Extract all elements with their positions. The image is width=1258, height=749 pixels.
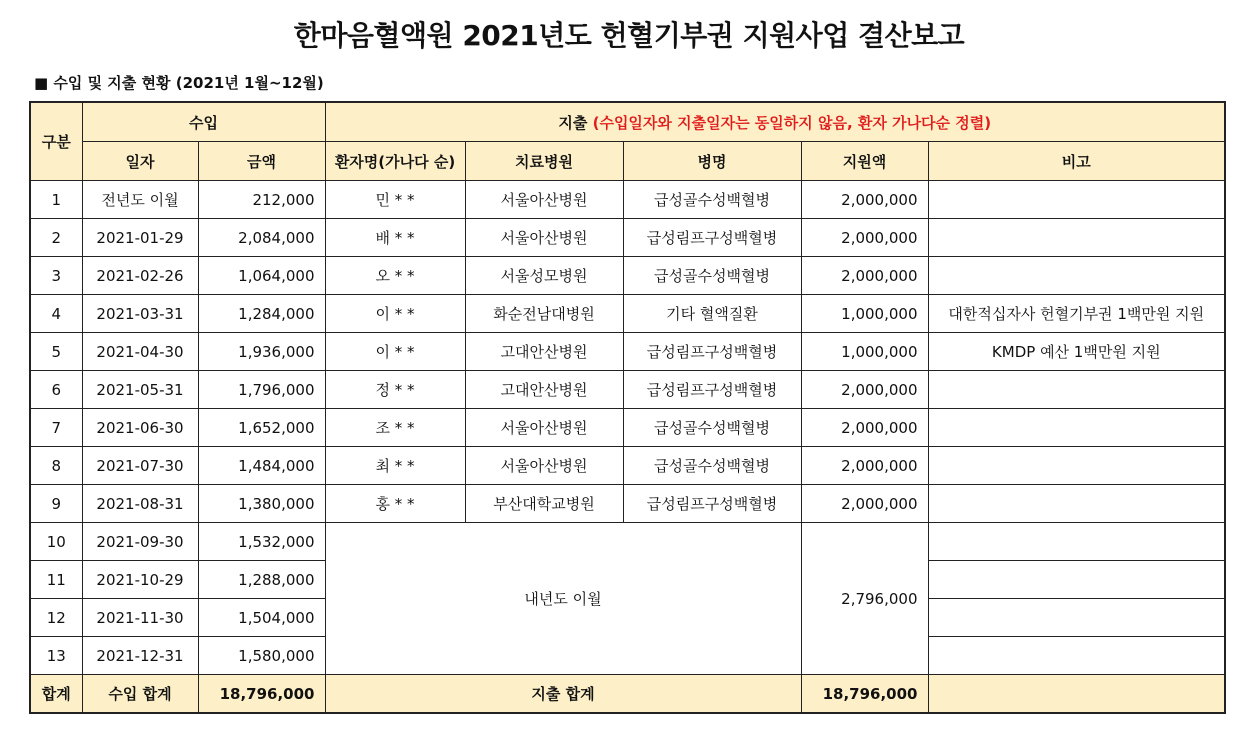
income-date: 2021-01-29 [82, 219, 198, 257]
support-amount: 2,000,000 [801, 485, 928, 523]
hospital: 부산대학교병원 [465, 485, 623, 523]
income-date: 전년도 이월 [82, 181, 198, 219]
header-category: 구분 [30, 102, 82, 181]
note [928, 447, 1225, 485]
row-number: 2 [30, 219, 82, 257]
table-row [30, 181, 1225, 219]
expense-total: 18,796,000 [801, 675, 928, 714]
support-amount: 1,000,000 [801, 295, 928, 333]
patient-name: 배 * * [325, 219, 465, 257]
income-date: 2021-12-31 [82, 637, 198, 675]
hospital: 서울성모병원 [465, 257, 623, 295]
hospital: 서울아산병원 [465, 409, 623, 447]
income-amount: 2,084,000 [198, 219, 325, 257]
table-row [30, 485, 1225, 523]
income-date: 2021-09-30 [82, 523, 198, 561]
totals-note [928, 675, 1225, 714]
note [928, 523, 1225, 561]
income-date: 2021-04-30 [82, 333, 198, 371]
disease: 급성림프구성백혈병 [623, 333, 801, 371]
patient-name: 최 * * [325, 447, 465, 485]
income-total: 18,796,000 [198, 675, 325, 714]
note [928, 485, 1225, 523]
carryover-label: 내년도 이월 [325, 523, 801, 675]
header-date: 일자 [82, 142, 198, 181]
disease: 급성림프구성백혈병 [623, 371, 801, 409]
header-support: 지원액 [801, 142, 928, 181]
patient-name: 이 * * [325, 295, 465, 333]
row-number: 11 [30, 561, 82, 599]
row-number: 9 [30, 485, 82, 523]
hospital: 서울아산병원 [465, 219, 623, 257]
income-date: 2021-06-30 [82, 409, 198, 447]
support-amount: 1,000,000 [801, 333, 928, 371]
support-amount: 2,000,000 [801, 181, 928, 219]
income-date: 2021-11-30 [82, 599, 198, 637]
header-patient: 환자명(가나다 순) [325, 142, 465, 181]
note [928, 599, 1225, 637]
header-expense [325, 102, 1225, 142]
header-hospital: 치료병원 [465, 142, 623, 181]
income-date: 2021-10-29 [82, 561, 198, 599]
income-total-label: 수입 합계 [82, 675, 198, 714]
patient-name: 이 * * [325, 333, 465, 371]
income-amount: 1,284,000 [198, 295, 325, 333]
hospital: 고대안산병원 [465, 371, 623, 409]
expense-total-label: 지출 합계 [325, 675, 801, 714]
income-date: 2021-02-26 [82, 257, 198, 295]
hospital: 화순전남대병원 [465, 295, 623, 333]
table-row [30, 333, 1225, 371]
income-date: 2021-03-31 [82, 295, 198, 333]
header-disease: 병명 [623, 142, 801, 181]
disease: 급성골수성백혈병 [623, 409, 801, 447]
support-amount: 2,000,000 [801, 409, 928, 447]
row-number: 10 [30, 523, 82, 561]
totals-row [30, 675, 1225, 714]
section-heading: ■ 수입 및 지출 현황 (2021년 1월~12월) [34, 74, 324, 92]
disease: 기타 혈액질환 [623, 295, 801, 333]
document-title: 한마음혈액원 2021년도 헌혈기부권 지원사업 결산보고 [293, 19, 965, 52]
income-amount: 1,484,000 [198, 447, 325, 485]
disease: 급성림프구성백혈병 [623, 485, 801, 523]
income-amount: 1,936,000 [198, 333, 325, 371]
header-amount: 금액 [198, 142, 325, 181]
patient-name: 민 * * [325, 181, 465, 219]
table-row [30, 219, 1225, 257]
note: KMDP 예산 1백만원 지원 [928, 333, 1225, 371]
header-note: 비고 [928, 142, 1225, 181]
row-number: 7 [30, 409, 82, 447]
carryover-amount: 2,796,000 [801, 523, 928, 675]
note [928, 637, 1225, 675]
patient-name: 홍 * * [325, 485, 465, 523]
hospital: 서울아산병원 [465, 447, 623, 485]
note [928, 181, 1225, 219]
row-number: 4 [30, 295, 82, 333]
income-date: 2021-07-30 [82, 447, 198, 485]
support-amount: 2,000,000 [801, 257, 928, 295]
income-amount: 1,580,000 [198, 637, 325, 675]
header-row-1 [30, 102, 1225, 142]
row-number: 8 [30, 447, 82, 485]
support-amount: 2,000,000 [801, 219, 928, 257]
table-row [30, 409, 1225, 447]
income-amount: 1,504,000 [198, 599, 325, 637]
hospital: 서울아산병원 [465, 181, 623, 219]
table-row [30, 523, 1225, 561]
note [928, 257, 1225, 295]
header-income: 수입 [82, 102, 325, 142]
hospital: 고대안산병원 [465, 333, 623, 371]
income-amount: 212,000 [198, 181, 325, 219]
patient-name: 오 * * [325, 257, 465, 295]
table-row [30, 371, 1225, 409]
note [928, 219, 1225, 257]
table-row [30, 257, 1225, 295]
income-amount: 1,652,000 [198, 409, 325, 447]
disease: 급성골수성백혈병 [623, 257, 801, 295]
row-number: 3 [30, 257, 82, 295]
header-expense-label: 지출 [558, 113, 588, 132]
income-amount: 1,288,000 [198, 561, 325, 599]
income-amount: 1,380,000 [198, 485, 325, 523]
row-number: 5 [30, 333, 82, 371]
table-row [30, 447, 1225, 485]
disease: 급성림프구성백혈병 [623, 219, 801, 257]
row-number: 13 [30, 637, 82, 675]
income-amount: 1,064,000 [198, 257, 325, 295]
row-number: 12 [30, 599, 82, 637]
income-amount: 1,532,000 [198, 523, 325, 561]
header-expense-note: (수입일자와 지출일자는 동일하지 않음, 환자 가나다순 정렬) [592, 113, 992, 132]
disease: 급성골수성백혈병 [623, 181, 801, 219]
totals-label: 합계 [30, 675, 82, 714]
row-number: 6 [30, 371, 82, 409]
note [928, 561, 1225, 599]
income-date: 2021-05-31 [82, 371, 198, 409]
disease: 급성골수성백혈병 [623, 447, 801, 485]
income-amount: 1,796,000 [198, 371, 325, 409]
row-number: 1 [30, 181, 82, 219]
note: 대한적십자사 헌혈기부권 1백만원 지원 [928, 295, 1225, 333]
support-amount: 2,000,000 [801, 447, 928, 485]
patient-name: 정 * * [325, 371, 465, 409]
note [928, 409, 1225, 447]
patient-name: 조 * * [325, 409, 465, 447]
income-expense-table [29, 101, 1226, 714]
note [928, 371, 1225, 409]
income-date: 2021-08-31 [82, 485, 198, 523]
header-row-2 [30, 142, 1225, 181]
table-row [30, 295, 1225, 333]
support-amount: 2,000,000 [801, 371, 928, 409]
